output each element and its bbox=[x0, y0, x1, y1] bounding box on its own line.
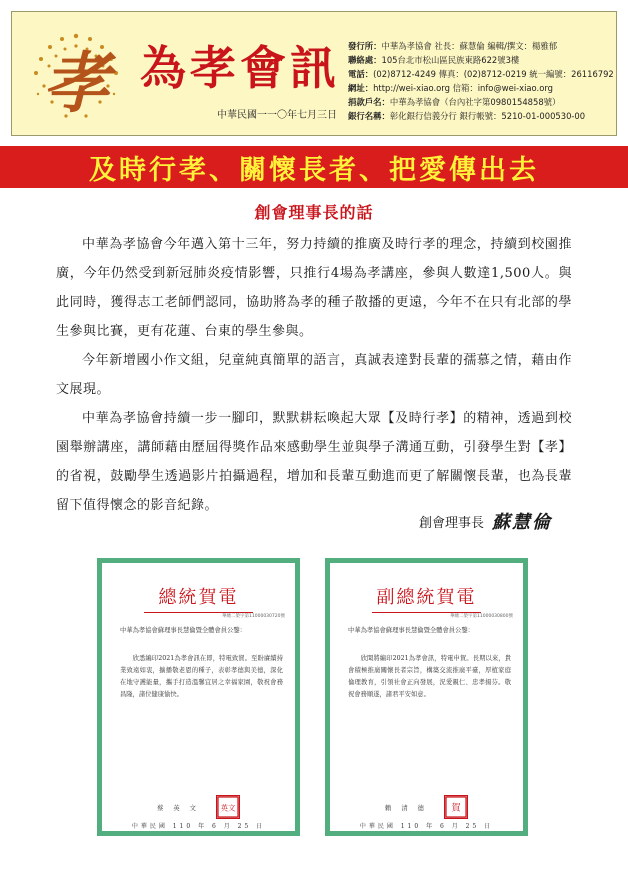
xiao-logo-icon bbox=[26, 28, 126, 128]
signature-name: 蘇慧倫 bbox=[492, 512, 552, 533]
signer-name: 蔡英文 bbox=[157, 804, 206, 812]
signer-name: 賴清德 bbox=[385, 804, 434, 812]
publication-date: 中華民國一一〇年七月三日 bbox=[217, 110, 337, 121]
article-title: 創會理事長的話 bbox=[254, 203, 374, 222]
info-row: 聯絡處：105台北市松山區民族東路622號3樓 bbox=[348, 55, 520, 65]
card-date: 中華民國 110 年 6 月 25 日 bbox=[359, 823, 494, 830]
masthead bbox=[11, 11, 617, 136]
congratulation-card-president bbox=[97, 558, 300, 836]
card-salutation: 中華為孝協會蘇理事長慧倫暨全體會員公鑒： bbox=[120, 627, 246, 634]
info-row: 電話：(02)8712-4249 傳真：(02)8712-0219 統一編號：26116792 bbox=[348, 69, 614, 79]
info-row: 網址：http://wei-xiao.org 信箱：info@wei-xiao.org bbox=[348, 83, 553, 93]
slogan-text: 及時行孝、關懷長者、把愛傳出去 bbox=[89, 154, 539, 186]
card-date: 中華民國 110 年 6 月 25 日 bbox=[131, 823, 266, 830]
svg-text:英文: 英文 bbox=[220, 803, 236, 813]
card-title: 總統賀電 bbox=[102, 583, 295, 609]
congratulation-card-vice-president bbox=[325, 558, 528, 836]
red-seal-icon bbox=[444, 795, 468, 819]
card-reference: 華總二榮字第11000030800號 bbox=[450, 614, 513, 619]
info-row: 捐款戶名：中華為孝協會（台內社字第0980154858號） bbox=[348, 97, 561, 107]
slogan-banner bbox=[0, 146, 628, 188]
article-paragraph: 中華為孝協會持續一步一腳印，默默耕耘喚起大眾【及時行孝】的精神，透過到校園舉辦講座，講師藉由歷屆得獎作品來感動學生並與學子溝通互動，引發學生對【孝】的省視，鼓勵學生透過影片拍攝過程，增加和長輩互動進而更了解關懷長輩，也為長輩留下值得懷念的影音紀錄。 bbox=[56, 411, 572, 513]
card-signer bbox=[330, 795, 523, 819]
article-paragraph: 中華為孝協會今年邁入第十三年，努力持續的推廣及時行孝的理念，持續到校園推廣，今年仍然受到新冠肺炎疫情影響，只推行4場為孝講座，參與人數達1,500人。與此同時，獲得志工老師們認同，協助將為孝的種子散播的更遠，今年不在只有北部的學生參與比賽，更有花蓮、台東的學生參與。 bbox=[56, 237, 572, 339]
red-seal-icon bbox=[216, 795, 240, 819]
signature bbox=[419, 508, 552, 534]
article-paragraph: 今年新增國小作文組，兒童純真簡單的語言，真誠表達對長輩的孺慕之情，藉由作文展現。 bbox=[56, 353, 572, 397]
info-row: 發行所：中華為孝協會 社長：蘇慧倫 編輯/撰文：楊雅郁 bbox=[348, 41, 558, 51]
svg-text:賀: 賀 bbox=[451, 802, 461, 814]
card-body: 欣聞將編印2021為孝會訊，特電申賀。長期以來，貴會積極推廣關懷長者宗旨，構築交流推廣平臺，厚植家庭倫理教育，引領社會正向發展，況愛親仁、忠孝揚芬。敬祝會務順遂，諸君平安如意。 bbox=[348, 655, 511, 698]
card-signer bbox=[102, 795, 295, 819]
publisher-info bbox=[348, 39, 616, 123]
card-title: 副總統賀電 bbox=[330, 583, 523, 609]
svg-text:孝: 孝 bbox=[43, 44, 109, 122]
newsletter-title: 為孝會訊 bbox=[140, 41, 340, 95]
card-reference: 華總二榮字第11000030720號 bbox=[222, 614, 285, 619]
signature-title: 創會理事長 bbox=[418, 515, 484, 531]
card-salutation: 中華為孝協會蘇理事長慧倫暨全體會員公鑒： bbox=[348, 627, 474, 634]
article-body bbox=[56, 230, 572, 520]
card-body: 欣悉編印2021為孝會訊在即，特電致賀。至盼賡續持業致遠如衷，擴播敬老恩的種子，表彰孝德與美德，深化在地守護能量，攜手打造溫馨宜居之幸福家園，敬祝會務昌隆，諸位健康愉快。 bbox=[120, 655, 283, 698]
info-row: 銀行名稱：彰化銀行信義分行 銀行帳號：5210-01-000530-00 bbox=[348, 111, 586, 121]
